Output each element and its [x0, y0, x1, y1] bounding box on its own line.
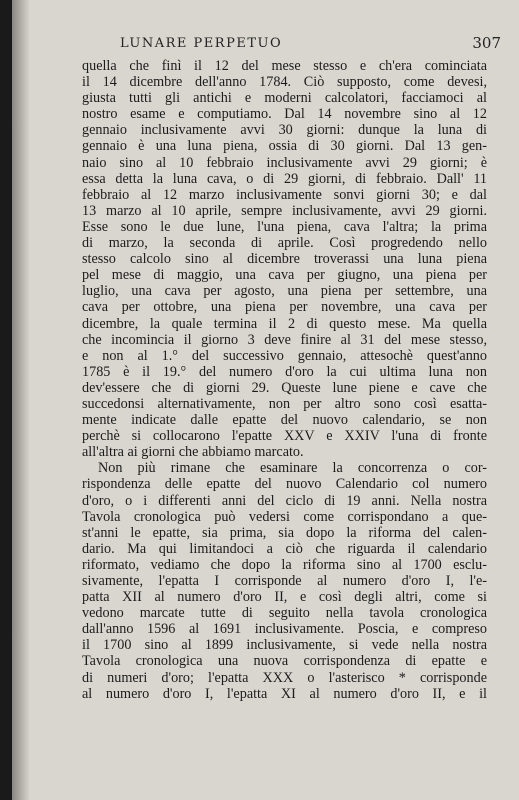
text-line: febbraio al 12 marzo inclusivamente sonvi giorni 30; e dal [82, 186, 487, 203]
text-line: st'anni le epatte, sia prima, sia dopo la riforma del calen- [82, 524, 487, 541]
book-page [12, 0, 519, 800]
text-line: riformato, vediamo che dopo la riforma sino al 1700 esclu- [82, 556, 487, 573]
page-header [70, 36, 501, 56]
text-line: Esse sono le due lune, l'una piena, cava l'altra; la prima [82, 218, 487, 235]
text-line: dev'essere che di giorni 29. Queste lune piene e cave che [82, 379, 487, 396]
text-line: il 14 dicembre dell'anno 1784. Ciò supposto, come devesi, [82, 74, 487, 91]
text-line: stesso calcolo sino al dicembre troverassi una luna piena [82, 251, 487, 268]
text-line: Tavola cronologica una nuova corrispondenza di epatte e [82, 653, 487, 670]
text-line: mente indicate dalle epatte del nuovo calendario, se non [82, 412, 487, 429]
text-line: rispondenza delle epatte del nuovo Calendario col numero [82, 476, 487, 493]
text-line: cava per ottobre, una piena per novembre, una cava per [82, 299, 487, 316]
text-line: 13 marzo al 10 aprile, sempre inclusivamente, avvi 29 giorni. [82, 202, 487, 219]
text-line: all'altra ai giorni che abbiamo marcato. [82, 444, 304, 461]
text-line: sivamente, l'epatta I corrisponde al numero d'oro I, l'e- [82, 573, 487, 589]
running-title: LUNARE PERPETUO [120, 36, 283, 51]
text-line: perchè si collocarono l'epatte XXV e XXIV l'una di fronte [82, 428, 487, 445]
text-line: Non più rimane che esaminare la concorrenza o cor- [98, 460, 487, 477]
text-line: di numeri d'oro; l'epatta XXX o l'asterisco * corrisponde [82, 669, 487, 686]
text-line: luglio, una cava per agosto, una piena per settembre, una [82, 283, 487, 300]
text-line: il 1700 sino al 1899 inclusivamente, si vede nella nostra [82, 637, 487, 654]
text-line: essa detta la luna cava, o di 29 giorni, di febbraio. Dall' 11 [82, 170, 487, 187]
text-line: nostro esame e computiamo. Dal 14 novembre sino al 12 [82, 106, 487, 123]
text-line: succedonsi alternativamente, non per altro sono così esatta- [82, 395, 487, 412]
text-line: dicembre, la quale termina il 2 di questo mese. Ma quella [82, 315, 487, 332]
text-line: e non al 1.° del successivo gennaio, attesochè quest'anno [82, 347, 487, 364]
body-text [82, 58, 487, 702]
text-line: pel mese di maggio, una cava per giugno, una piena per [82, 267, 487, 284]
text-line: gennaio inclusivamente avvi 30 giorni: dunque la luna di [82, 122, 487, 139]
text-line: giusta tutti gli antichi e moderni calcolatori, facciamoci al [82, 90, 487, 107]
page-number: 307 [472, 34, 501, 52]
text-line: d'oro, o i differenti anni del ciclo di 19 anni. Nella nostra [82, 492, 487, 509]
text-line: al numero d'oro I, l'epatta XI al numero d'oro II, e il [82, 685, 487, 702]
text-line: naio sino al 10 febbraio inclusivamente avvi 29 giorni; è [82, 154, 487, 171]
text-line: che incomincia il giorno 3 deve finire al 31 del mese stesso, [82, 331, 487, 348]
text-line: patta XII al numero d'oro II, e così degli altri, come si [82, 589, 487, 606]
text-line: quella che finì il 12 del mese stesso e ch'era cominciata [82, 58, 487, 74]
text-line: di marzo, la seconda di aprile. Così progredendo nello [82, 235, 487, 252]
text-line: vedono marcate tutte di seguito nella tavola cronologica [82, 605, 487, 622]
text-line: gennaio è una luna piena, ossia di 30 giorni. Dal 13 gen- [82, 138, 487, 155]
text-line: Tavola cronologica può vedersi come corrispondano a que- [82, 508, 487, 525]
text-line: dario. Ma qui limitandoci a ciò che riguarda il calendario [82, 540, 487, 557]
text-line: dall'anno 1596 al 1691 inclusivamente. Poscia, e compreso [82, 621, 487, 638]
text-line: 1785 è il 19.° del numero d'oro la cui ultima luna non [82, 363, 487, 380]
